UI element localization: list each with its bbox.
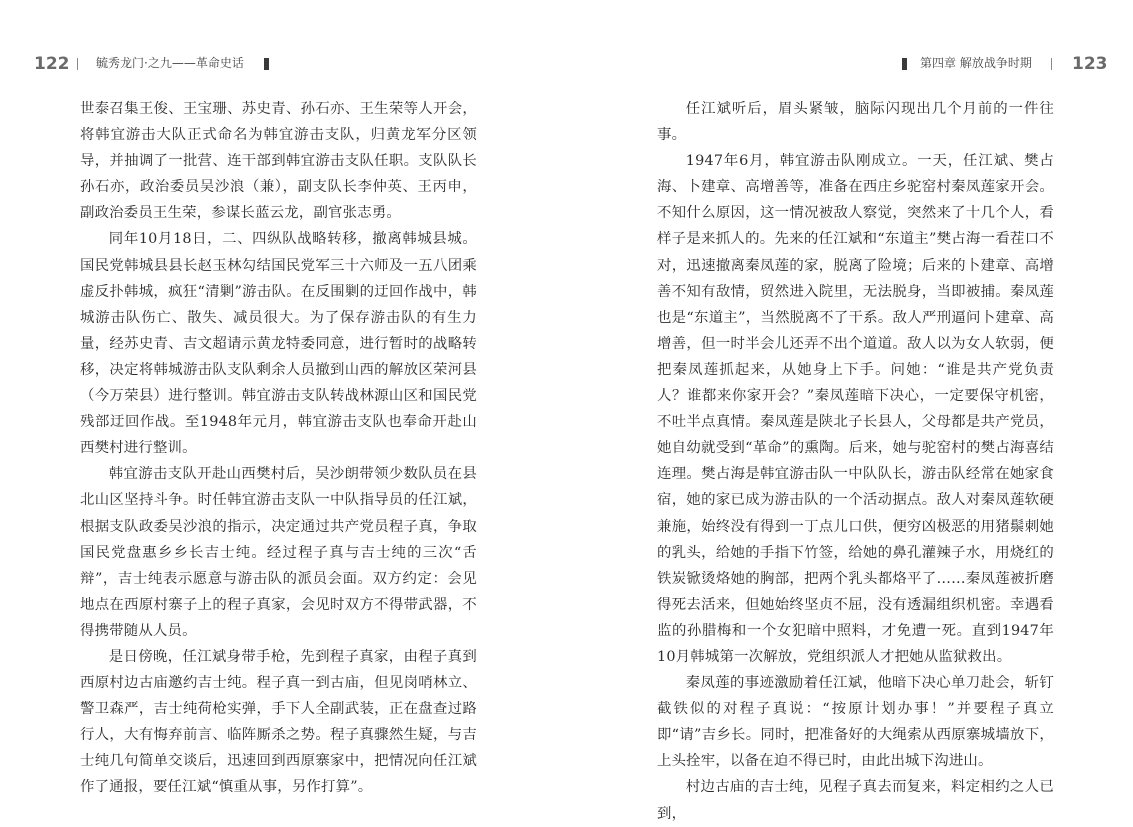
header-marker <box>264 58 269 70</box>
paragraph: 同年10月18日，二、四纵队战略转移，撤离韩城县城。国民党韩城县县长赵玉林勾结国民党军三十六师及一五八团乘虚反扑韩城，疯狂“清剿”游击队。在反围剿的迂回作战中，韩城游击队伤亡、散失、减员很大。为了保存游击队的有生力量，经苏史青、吉文超请示黄龙特委同意，进行暂时的战略转移，决定将韩城游击队支队剩余人员撤到山西的解放区荣河县（今万荣县）进行整训。韩宜游击支队转战林源山区和国民党残部迂回作战。至1948年元月，韩宜游击支队也奉命开赴山西樊村进行整训。 <box>80 231 477 457</box>
paragraph: 世泰召集王俊、王宝珊、苏史青、孙石亦、王生荣等人开会，将韩宜游击大队正式命名为韩宜游击支队，归黄龙军分区领导，并抽调了一批营、连干部到韩宜游击支队任职。支队队长孙石亦，政治委员吴沙浪（兼），副支队长李仲英、王丙申，副政治委员王生荣，参谋长蓝云龙，副官张志勇。 <box>80 101 477 222</box>
paragraph: 村边古庙的吉士纯，见程子真去而复来，料定相约之人已到， <box>657 779 1054 822</box>
left-body-text <box>80 96 477 801</box>
paragraph: 韩宜游击支队开赴山西樊村后，吴沙朗带领少数队员在县北山区坚持斗争。时任韩宜游击支队一中队指导员的任江斌，根据支队政委吴沙浪的指示，决定通过共产党员程子真，争取国民党盘惠乡乡长吉士纯。经过程子真与吉士纯的三次“舌辩”，吉士纯表示愿意与游击队的派员会面。双方约定：会见地点在西原村寨子上的程子真家，会见时双方不得带武器，不得携带随从人员。 <box>80 466 477 639</box>
paragraph: 是日傍晚，任江斌身带手枪，先到程子真家，由程子真到西原村边古庙邀约吉士纯。程子真一到古庙，但见岗哨林立、警卫森严，吉士纯荷枪实弹，手下人全副武装，正在盘查过路行人，大有悔弃前言、临阵厮杀之势。程子真骤然生疑，与吉士纯几句简单交谈后，迅速回到西原寨家中，把情况向任江斌作了通报，要任江斌“慎重从事，另作打算”。 <box>80 648 477 796</box>
paragraph: 秦凤莲的事迹激励着任江斌，他暗下决心单刀赴会，斩钉截铁似的对程子真说：“按原计划办事！”并要程子真立即“请”吉乡长。同时，把准备好的大绳索从西原寨城墙放下，上头拴牢，以备在迫不得已时，由此出城下沟进山。 <box>657 675 1054 770</box>
header-marker <box>902 58 907 70</box>
left-running-title: 毓秀龙门·之九——革命史话 <box>96 56 244 70</box>
header-separator <box>77 58 78 70</box>
right-page-number: 123 <box>1072 54 1108 74</box>
header-separator <box>1051 58 1052 70</box>
right-body-text <box>657 96 1054 827</box>
left-page-number: 122 <box>34 54 70 74</box>
paragraph: 1947年6月，韩宜游击队刚成立。一天，任江斌、樊占海、卜建章、高增善等，准备在西庄乡驼窑村秦凤莲家开会。不知什么原因，这一情况被敌人察觉，突然来了十几个人，看样子是来抓人的。先来的任江斌和“东道主”樊占海一看茬口不对，迅速撤离秦凤莲的家，脱离了险境；后来的卜建章、高增善不知有敌情，贸然进入院里，无法脱身，当即被捕。秦凤莲也是“东道主”，当然脱离不了干系。敌人严刑逼问卜建章、高增善，但一时半会儿还弄不出个道道。敌人以为女人软弱，便把秦凤莲抓起来，从她身上下手。问她：“谁是共产党负责人？谁都来你家开会？”秦凤莲暗下决心，一定要保守机密，不吐半点真情。秦凤莲是陕北子长县人，父母都是共产党员，她自幼就受到“革命”的熏陶。后来，她与驼窑村的樊占海喜结连理。樊占海是韩宜游击队一中队队长，游击队经常在她家食宿，她的家已成为游击队的一个活动据点。敌人对秦凤莲软硬兼施，始终没有得到一丁点儿口供，便穷凶极恶的用猪鬃刺她的乳头，给她的手指下竹签，给她的鼻孔灌辣子水，用烧红的铁炭锨烫烙她的胸部，把两个乳头都烙平了……秦凤莲被折磨得死去活来，但她始终坚贞不屈，没有透漏组织机密。幸遇看监的孙腊梅和一个女犯暗中照料，才免遭一死。直到1947年10月韩城第一次解放，党组织派人才把她从监狱救出。 <box>657 153 1054 665</box>
right-running-title: 第四章 解放战争时期 <box>920 56 1032 70</box>
paragraph: 任江斌听后，眉头紧皱，脑际闪现出几个月前的一件往事。 <box>657 101 1054 144</box>
